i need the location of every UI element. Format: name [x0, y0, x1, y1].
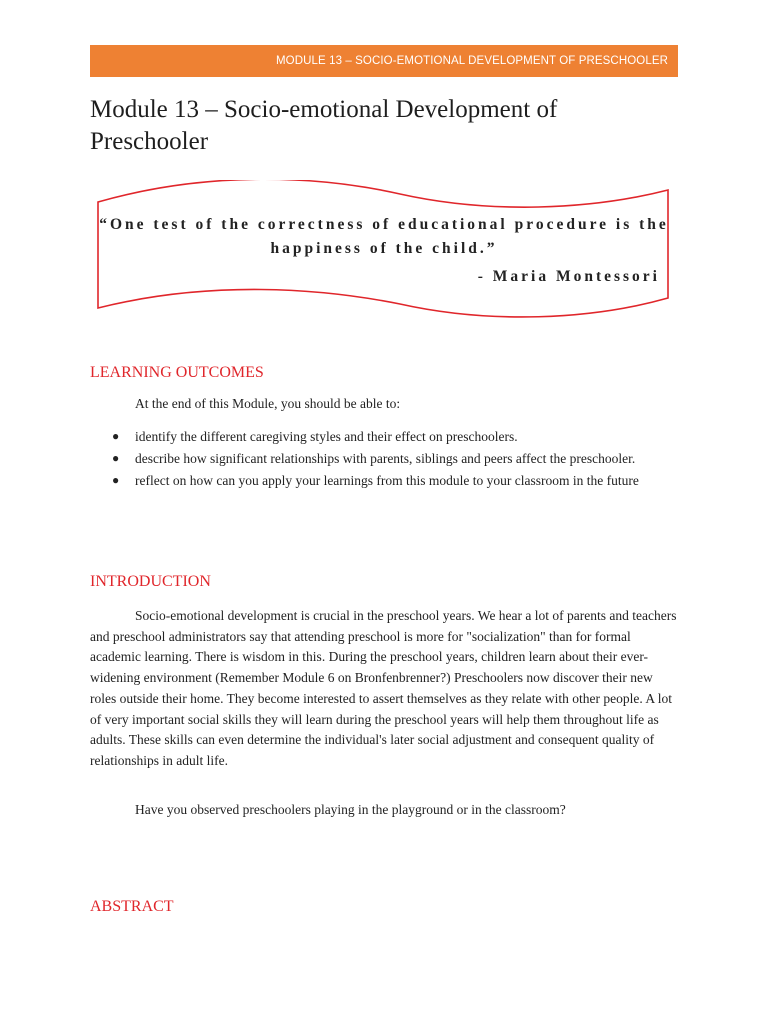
list-item	[90, 470, 680, 491]
abstract-heading: ABSTRACT	[90, 898, 174, 915]
learning-outcomes-list	[90, 426, 680, 492]
list-item	[90, 426, 680, 447]
page-title: Module 13 – Socio-emotional Development of Preschooler	[90, 96, 558, 155]
module-header-label: MODULE 13 – SOCIO-EMOTIONAL DEVELOPMENT OF PRESCHOOLER	[275, 55, 668, 67]
bullet-icon: ●	[112, 451, 120, 465]
quote-text: “One test of the correctness of educational procedure is the happiness of the child.”	[99, 216, 669, 257]
quote-author: - Maria Montessori	[477, 268, 660, 285]
bullet-icon: ●	[112, 473, 120, 487]
list-item-text: identify the different caregiving styles and their effect on preschoolers.	[135, 429, 518, 444]
bullet-icon: ●	[112, 429, 120, 443]
quote-box	[90, 180, 680, 330]
learning-outcomes-heading: LEARNING OUTCOMES	[90, 364, 264, 381]
list-item	[90, 448, 680, 469]
introduction-heading: INTRODUCTION	[90, 573, 211, 590]
introduction-paragraph: Socio-emotional development is crucial in the preschool years. We hear a lot of parents and teachers and preschool administrators say that attending preschool is more for "socialization" than for formal academic learning. There is wisdom in this. During the preschool years, children learn about their ever-widening environment (Remember Module 6 on Bronfenbrenner?) Preschoolers now discover their new roles outside their home. They become interested to assert themselves as they relate with other people. A lot of very important social skills they will learn during the preschool years will help them throughout life as adults. These skills can even determine the individual's later social adjustment and consequent quality of relationships in adult life.	[90, 608, 677, 768]
list-item-text: describe how significant relationships with parents, siblings and peers affect the preschooler.	[135, 451, 636, 466]
introduction-question: Have you observed preschoolers playing in the playground or in the classroom?	[135, 802, 566, 817]
learning-outcomes-intro: At the end of this Module, you should be able to:	[135, 396, 401, 411]
module-header-bar	[90, 45, 678, 77]
list-item-text: reflect on how can you apply your learnings from this module to your classroom in the future	[135, 473, 639, 488]
